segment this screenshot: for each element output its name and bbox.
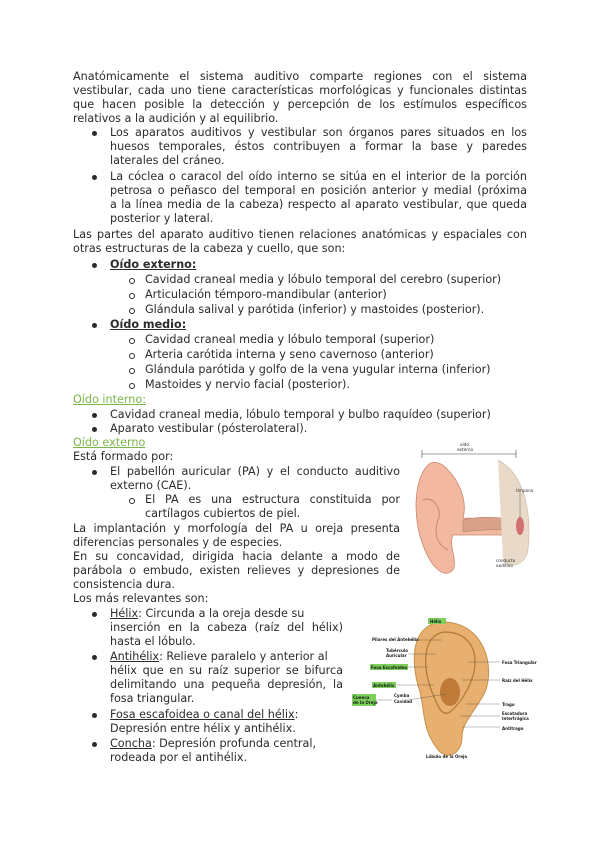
parts-intro-line-2: otras estructuras de la cabeza y cuello, que son:: [73, 242, 346, 255]
fig2-cymba: Cymba: [394, 693, 410, 698]
oido-externo-item: Articulación témporo-mandibular (anterior): [145, 288, 387, 301]
eardrum: [516, 517, 524, 535]
fig2-fosa-tri: Fosa Triangular: [502, 660, 537, 665]
oido-externo-heading: Oído externo: [73, 436, 146, 449]
fig2-fosa-esc: Fosa Escafoidea: [371, 665, 408, 670]
fig2-tuberculo-2: Auricular: [386, 653, 407, 658]
oido-interno-item: Aparato vestibular (pósterolateral).: [110, 422, 308, 435]
fig2-cavidad: Cavidad: [394, 699, 413, 704]
bullet-dot: [92, 323, 97, 328]
oido-externo-title: Oído externo:: [110, 258, 197, 271]
fig2-escotadura: Escotadura: [502, 711, 528, 716]
pa-sub-line-1: El PA es una estructura constituida por: [145, 493, 400, 506]
oido-medio-item: Mastoides y nervio facial (posterior).: [145, 378, 350, 391]
fig2-antitrago: Antitrago: [502, 726, 524, 731]
ring-bullet: [129, 278, 135, 284]
fig1-conducto-label-2: auditivo: [496, 563, 513, 568]
concha-term: Concha: [110, 737, 152, 750]
ring-bullet: [129, 368, 135, 374]
fig2-lobulo: Lóbulo de la Oreja: [426, 754, 468, 759]
helix-line-2: inserción en la cabeza (raíz del hélix): [110, 621, 343, 634]
ear-section-figure: [408, 440, 548, 588]
pa-sub-line-2: cartílagos cubiertos de piel.: [145, 507, 301, 520]
fosa-term: Fosa escafoidea o canal del hélix: [110, 708, 295, 721]
bullet-dot: [92, 175, 97, 180]
oido-medio-item: Cavidad craneal media y lóbulo temporal (superior): [145, 333, 435, 346]
auricle-figure: [350, 612, 550, 762]
oido-interno-item: Cavidad craneal media, lóbulo temporal y bulbo raquídeo (superior): [110, 408, 491, 421]
p1-line-1: La implantación y morfología del PA u oreja presenta: [73, 522, 400, 535]
concha-line-1: [110, 737, 316, 751]
ring-bullet: [129, 383, 135, 389]
antihelix-term: Antihélix: [110, 650, 160, 663]
fig2-cuenca-2: de la Oreja: [353, 700, 378, 705]
ring-bullet: [129, 338, 135, 344]
bullet-dot: [92, 427, 97, 432]
helix-line-3: hasta el lóbulo.: [110, 635, 196, 648]
helix-text: : Circunda a la oreja desde su: [138, 607, 305, 620]
intro-line-4: relativos a la audición y al equilibrio.: [73, 112, 279, 125]
pa-line-2: externo (CAE).: [110, 479, 192, 492]
oido-externo-item: Glándula salival y parótida (inferior) y mastoides (posterior).: [145, 303, 485, 316]
bullet2-line-3: a la línea media de la cabeza) respecto al aparato vestibular, que queda: [110, 198, 527, 211]
fig2-escotadura-2: Intertrágica: [502, 716, 529, 721]
bullet-dot: [92, 413, 97, 418]
ring-bullet: [129, 498, 135, 504]
antihelix-line-2: hélix que en su raíz superior se bifurca: [110, 664, 343, 677]
intro-line-2: vestibular, cada uno tiene características morfológicas y funcionales distintas: [73, 84, 527, 97]
bullet-dot: [92, 612, 97, 617]
oido-externo-item: Cavidad craneal media y lóbulo temporal del cerebro (superior): [145, 273, 502, 286]
concha-line-2: rodeada por el antihélix.: [110, 751, 248, 764]
fig1-top-label: oído: [460, 442, 469, 447]
fig2-raiz: Raíz del Hélix: [502, 678, 533, 683]
fig1-timpano-label: tímpano: [516, 488, 534, 493]
ring-bullet: [129, 293, 135, 299]
antihelix-line-1: [110, 650, 328, 664]
helix-term: Hélix: [110, 607, 139, 620]
bullet-dot: [92, 263, 97, 268]
fosa-text: :: [294, 708, 299, 721]
p2-line-2: parábola o embudo, existen relieves y depresiones de: [73, 564, 400, 577]
bullet-dot: [92, 742, 97, 747]
p3: Los más relevantes son:: [73, 592, 209, 605]
p1-line-2: diferencias personales y de especies.: [73, 536, 283, 549]
oido-interno-heading: Oído interno:: [73, 393, 146, 406]
oido-medio-item: Arteria carótida interna y seno cavernoso (anterior): [145, 348, 434, 361]
bullet1-line-2: huesos temporales, éstos contribuyen a formar la base y paredes: [110, 140, 527, 153]
p2-line-3: consistencia dura.: [73, 578, 176, 591]
concha-cavity: [440, 678, 460, 706]
bullet1-line-1: Los aparatos auditivos y vestibular son órganos pares situados en los: [110, 126, 527, 139]
p2-line-1: En su concavidad, dirigida hacia delante a modo de: [73, 550, 400, 563]
fig2-trago: Trago: [502, 702, 515, 707]
antihelix-text: : Relieve paralelo y anterior al: [159, 650, 328, 663]
bullet1-line-3: laterales del cráneo.: [110, 154, 225, 167]
antihelix-line-3: delimitando una pequeña depresión, la: [110, 678, 343, 691]
bullet2-line-1: La cóclea o caracol del oído interno se sitúa en el interior de la porción: [110, 170, 527, 183]
pa-line-1: El pabellón auricular (PA) y el conducto auditivo: [110, 465, 400, 478]
antihelix-line-4: fosa triangular.: [110, 692, 195, 705]
helix-line-1: [110, 607, 343, 621]
ring-bullet: [129, 308, 135, 314]
parts-intro-line-1: Las partes del aparato auditivo tienen relaciones anatómicas y espaciales con: [73, 228, 527, 241]
fig2-cuenca: Cuenca: [353, 695, 370, 700]
oido-medio-title: Oído medio:: [110, 318, 187, 331]
fosa-line-1: [110, 708, 298, 722]
bullet-dot: [92, 131, 97, 136]
bullet2-line-2: petrosa o peñasco del temporal en posición anterior y medial (próxima: [110, 184, 527, 197]
fosa-line-2: Depresión entre hélix y antihélix.: [110, 722, 296, 735]
formed-by: Está formado por:: [73, 450, 174, 463]
fig2-helix: Hélix: [430, 619, 442, 624]
bullet-dot: [92, 655, 97, 660]
ring-bullet: [129, 353, 135, 359]
intro-line-3: que hacen posible la detección y percepción de los estímulos específicos: [73, 98, 527, 111]
fig2-pilares: Pilares del Antehélix: [372, 637, 419, 642]
fig2-antehelix: Antehélix: [373, 683, 395, 688]
bullet2-line-4: posterior y lateral.: [110, 212, 214, 225]
intro-line-1: Anatómicamente el sistema auditivo comparte regiones con el sistema: [73, 70, 527, 83]
fig2-tuberculo: Tubérculo: [386, 648, 409, 653]
fig1-conducto-label: conducto: [496, 558, 516, 563]
oido-medio-item: Glándula parótida y golfo de la vena yugular interna (inferior): [145, 363, 491, 376]
concha-text: : Depresión profunda central,: [151, 737, 317, 750]
bullet-dot: [92, 713, 97, 718]
fig1-top-label-2: externo: [457, 447, 474, 452]
bullet-dot: [92, 470, 97, 475]
